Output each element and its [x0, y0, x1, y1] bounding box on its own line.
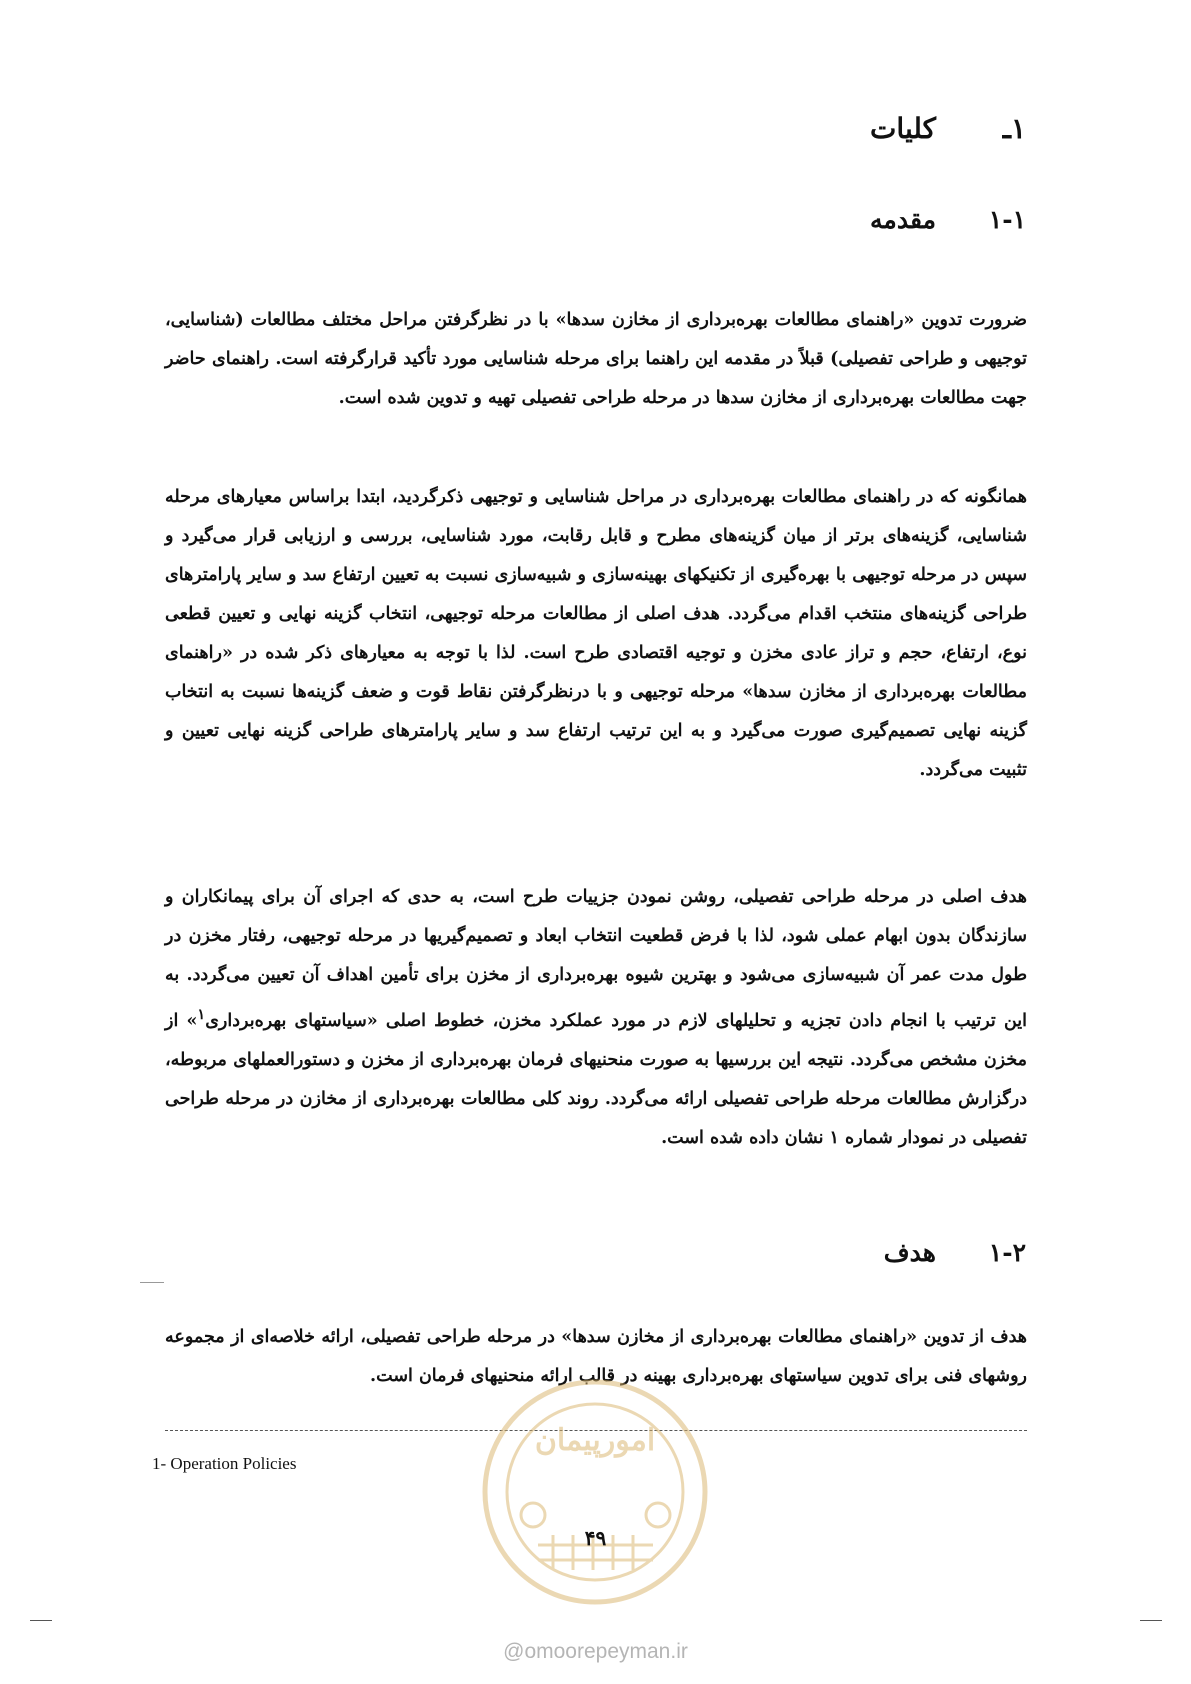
chapter-title: کلیات — [870, 112, 936, 145]
watermark-text: امورپیمان — [534, 1423, 656, 1458]
section-number: ۱-۱ — [988, 205, 1026, 234]
seal-watermark-icon — [478, 1375, 713, 1610]
right-edge-mark — [1140, 1620, 1162, 1621]
footnote: 1- Operation Policies — [152, 1454, 297, 1473]
margin-mark — [140, 1282, 164, 1283]
section-title: هدف — [883, 1238, 936, 1267]
left-edge-mark — [30, 1620, 52, 1621]
page-number: ۴۹ — [584, 1526, 607, 1550]
section-heading-goal — [884, 1238, 1026, 1267]
chapter-number: ۱ـ — [1002, 112, 1026, 145]
section-title: مقدمه — [870, 205, 936, 234]
goal-paragraph: هدف از تدوین «راهنمای مطالعات بهره‌برداری از مخازن سدها» در مرحله طراحی تفصیلی، ارائه خلاصه‌ای از مجموعه روشهای فنی برای تدوین سیاستهای بهره‌برداری بهینه در قالب ارائه منحنیهای فرمان است. — [165, 1327, 1027, 1386]
footnote-reference[interactable]: ۱ — [197, 1006, 206, 1023]
section-heading-introduction — [870, 205, 1026, 234]
source-watermark: @omoorepeyman.ir — [503, 1640, 688, 1663]
section-number: ۱-۲ — [988, 1238, 1026, 1267]
intro-paragraph: ضرورت تدوین «راهنمای مطالعات بهره‌برداری از مخازن سدها» با در نظرگرفتن مراحل مختلف مطالعات (شناسایی، توجیهی و طراحی تفصیلی) قبلاً در مقدمه این راهنما برای مرحله شناسایی مورد تأکید قرارگرفته است. راهنمای حاضر جهت مطالعات بهره‌برداری از مخازن سدها در مرحله طراحی تفصیلی تهیه و تدوین شده است. — [165, 310, 1027, 408]
detailed-text-part-2: » از مخزن مشخص می‌گردد. نتیجه این بررسیها به صورت منحنیهای فرمان بهره‌برداری از مخزن و دستورالعملهای مربوطه، درگزارش مطالعات مرحله طراحی تفصیلی ارائه می‌گردد. روند کلی مطالعات بهره‌برداری از مخازن در مرحله طراحی تفصیلی در نمودار شماره ۱ نشان داده شده است. — [165, 1010, 1027, 1148]
detailed-text-part-1: هدف اصلی در مرحله طراحی تفصیلی، روشن نمودن جزییات طرح است، به حدی که اجرای آن برای پیمانکاران و سازندگان بدون ابهام عملی شود، لذا با فرض قطعیت انتخاب ابعاد و تصمیم‌گیریها در مرحله توجیهی، رفتار مخزن در طول مدت عمر آن شبیه‌سازی می‌شود و بهترین شیوه بهره‌برداری از مخزن برای تأمین اهداف آن تعیین می‌گردد. به این ترتیب با انجام دادن تجزیه و تحلیلهای لازم در مورد عملکرد مخزن، خطوط اصلی «سیاستهای بهره‌برداری — [165, 887, 1027, 1031]
chapter-heading — [870, 112, 1026, 145]
detailed-design-paragraph — [165, 878, 1027, 1158]
stages-paragraph: همانگونه که در راهنمای مطالعات بهره‌برداری در مراحل شناسایی و توجیهی ذکرگردید، ابتدا براساس معیارهای مرحله شناسایی، گزینه‌های برتر از میان گزینه‌های مطرح و قابل رقابت، مورد شناسایی، بررسی و ارزیابی قرار می‌گیرد و سپس در مرحله توجیهی با بهره‌گیری از تکنیکهای بهینه‌سازی و شبیه‌سازی نسبت به تعیین ارتفاع سد و سایر پارامترهای طراحی گزینه‌های منتخب اقدام می‌گردد. هدف اصلی از مطالعات مرحله توجیهی، انتخاب گزینه نهایی و تعیین قطعی نوع، ارتفاع، حجم و تراز عادی مخزن و توجیه اقتصادی طرح است. لذا با توجه به معیارهای ذکر شده در «راهنمای مطالعات بهره‌برداری از مخازن سدها» مرحله توجیهی و با درنظرگرفتن نقاط قوت و ضعف گزینه‌ها نسبت به انتخاب گزینه نهایی تصمیم‌گیری صورت می‌گیرد و به این ترتیب ارتفاع سد و سایر پارامترهای طراحی گزینه نهایی تعیین و تثبیت می‌گردد. — [165, 487, 1027, 780]
